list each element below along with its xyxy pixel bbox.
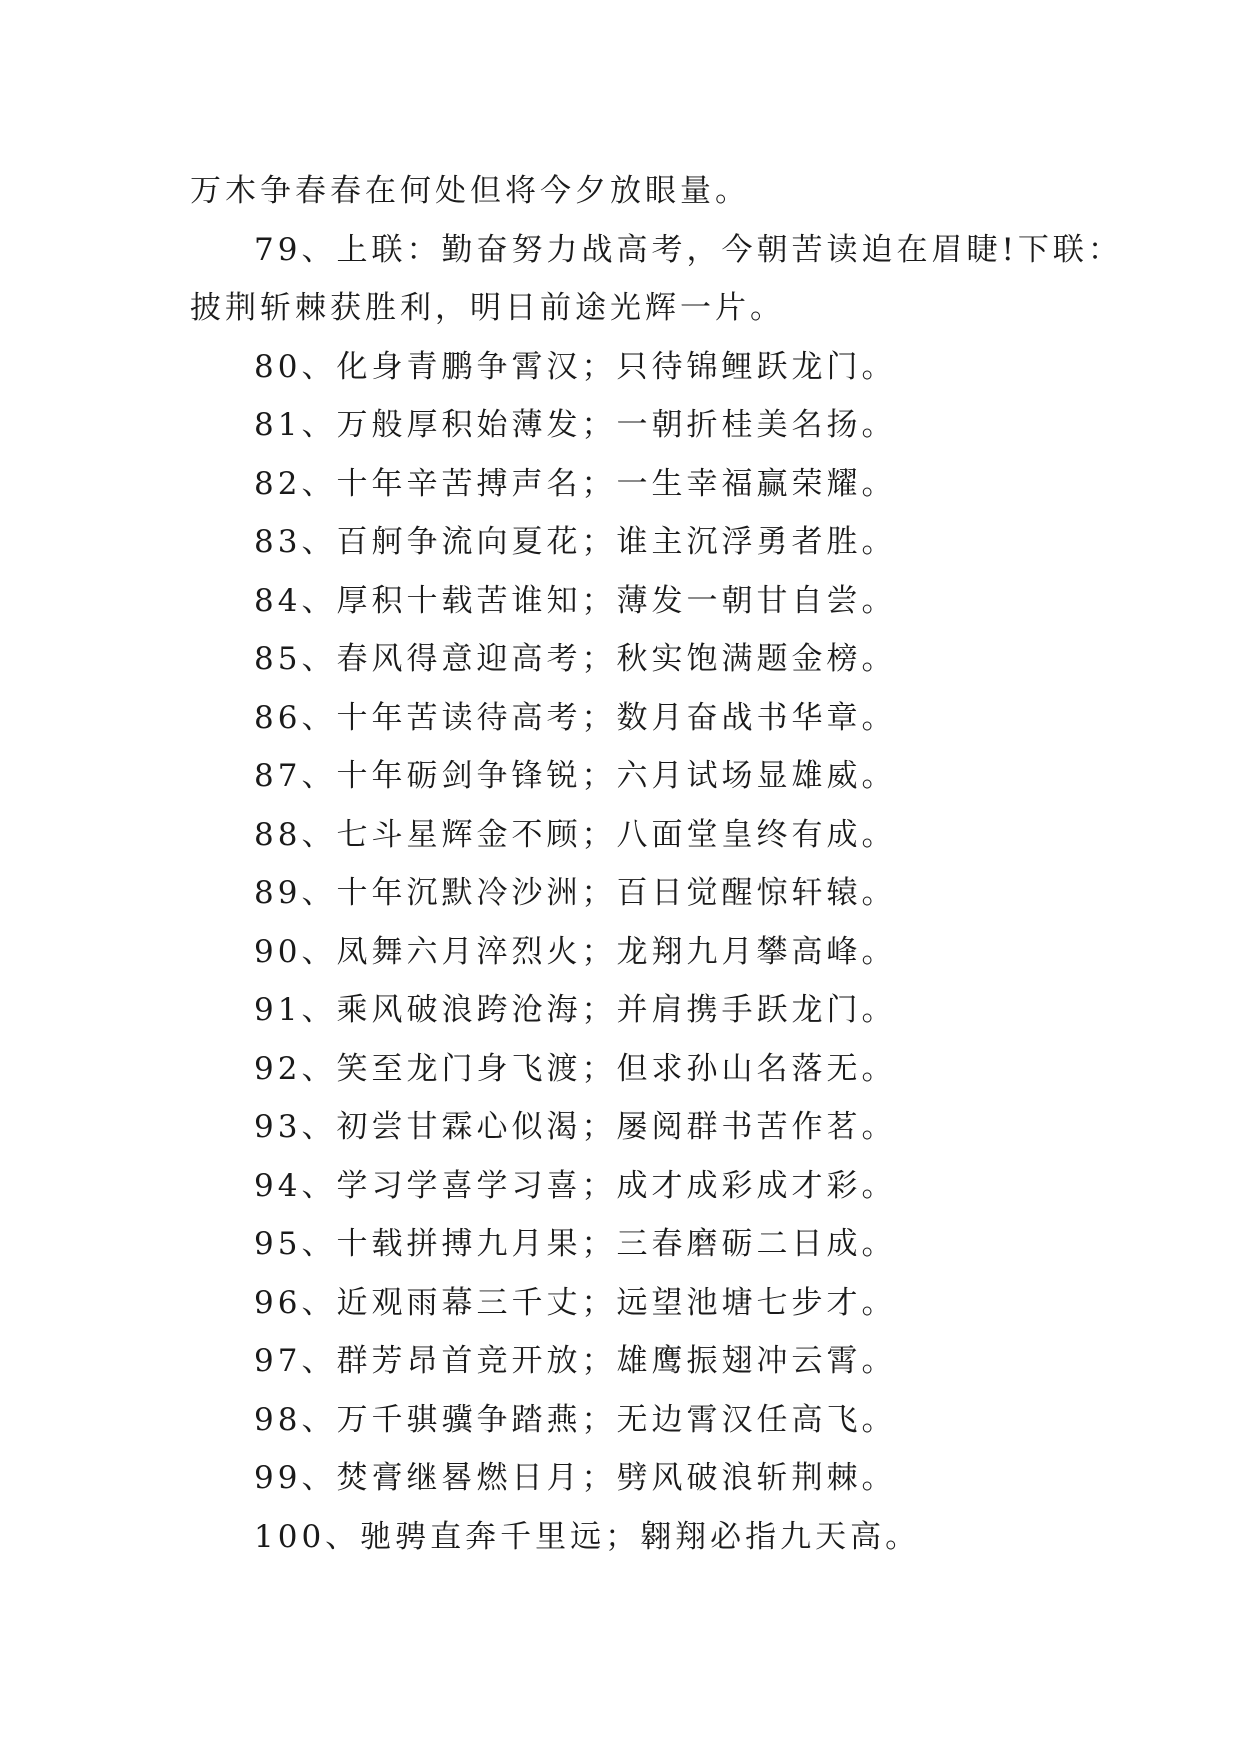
text-line-88: 88、七斗星辉金不顾；八面堂皇终有成。 bbox=[254, 816, 897, 853]
text-line-86: 86、十年苦读待高考；数月奋战书华章。 bbox=[254, 699, 897, 736]
text-line-95: 95、十载拼搏九月果；三春磨砺二日成。 bbox=[254, 1226, 897, 1262]
text-line-83: 83、百舸争流向夏花；谁主沉浮勇者胜。 bbox=[254, 524, 897, 560]
text-line-93: 93、初尝甘霖心似渴；屡阅群书苦作茗。 bbox=[254, 1109, 897, 1145]
text-line-97: 97、群芳昂首竞开放；雄鹰振翅冲云霄。 bbox=[254, 1343, 897, 1379]
text-line-98: 98、万千骐骥争踏燕；无边霄汉任高飞。 bbox=[254, 1401, 897, 1438]
text-line-79-continuation: 披荆斩棘获胜利，明日前途光辉一片。 bbox=[190, 290, 785, 326]
document-body bbox=[190, 162, 1123, 1566]
text-line-87: 87、十年砺剑争锋锐；六月试场显雄威。 bbox=[254, 758, 897, 794]
text-line-80: 80、化身青鹏争霄汉；只待锦鲤跃龙门。 bbox=[254, 348, 897, 385]
text-line-85: 85、春风得意迎高考；秋实饱满题金榜。 bbox=[254, 641, 897, 677]
text-line-94: 94、学习学喜学习喜；成才成彩成才彩。 bbox=[254, 1167, 897, 1204]
text-line-84: 84、厚积十载苦谁知；薄发一朝甘自尝。 bbox=[254, 582, 897, 619]
text-line-82: 82、十年辛苦搏声名；一生幸福赢荣耀。 bbox=[254, 465, 897, 502]
text-line-81: 81、万般厚积始薄发；一朝折桂美名扬。 bbox=[254, 407, 897, 443]
text-line-continuation: 万木争春春在何处但将今夕放眼量。 bbox=[190, 173, 750, 209]
text-line-96: 96、近观雨幕三千丈；远望池塘七步才。 bbox=[254, 1284, 897, 1321]
text-line-92: 92、笑至龙门身飞渡；但求孙山名落无。 bbox=[254, 1050, 897, 1087]
text-line-99: 99、焚膏继晷燃日月；劈风破浪斩荆棘。 bbox=[254, 1460, 897, 1496]
text-line-89: 89、十年沉默冷沙洲；百日觉醒惊轩辕。 bbox=[254, 875, 897, 911]
text-line-100: 100、驰骋直奔千里远；翱翔必指九天高。 bbox=[254, 1518, 921, 1555]
text-line-79: 79、上联：勤奋努力战高考，今朝苦读迫在眉睫!下联： bbox=[254, 231, 1123, 268]
text-line-90: 90、凤舞六月淬烈火；龙翔九月攀高峰。 bbox=[254, 933, 897, 970]
text-line-91: 91、乘风破浪跨沧海；并肩携手跃龙门。 bbox=[254, 992, 897, 1028]
